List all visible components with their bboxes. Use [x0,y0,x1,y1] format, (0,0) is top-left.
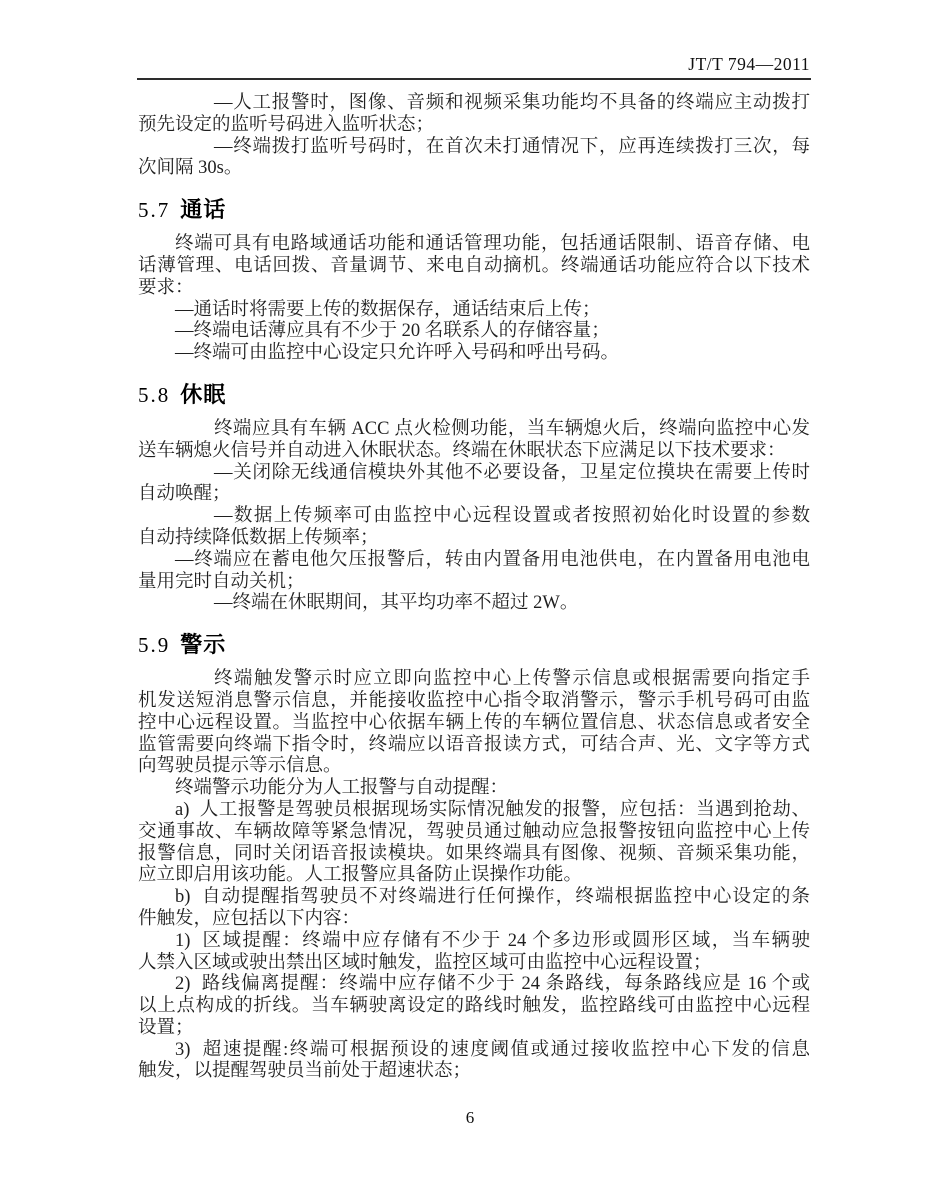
text-line: 自动唤醒； [138,484,231,505]
text-line: 以上点构成的折线。当车辆驶离设定的路线时触发，监控路线可由监控中心远程 [138,996,810,1017]
section-number: 5.8 [138,382,171,407]
paragraph [138,778,810,800]
paragraph [138,669,810,778]
paragraph-item-1 [138,931,810,975]
section-heading-5-9 [138,631,810,661]
paragraph-item-b [138,887,810,931]
document-body [138,93,810,1083]
paragraph-dash-item [138,343,810,365]
text-line: 1) 区域提醒：终端中应存储有不少于 24 个多边形或圆形区域，当车辆驶 [175,930,810,951]
text-line: 机发送短消息警示信息，并能接收监控中心指令取消警示，警示手机号码可由监 [138,690,810,711]
section-title: 休眠 [180,381,227,407]
text-line: 应立即启用该功能。人工报警应具备防止误操作功能。 [138,865,583,886]
header-doc-number: JT/T 794—2011 [688,54,810,74]
text-line: 设置； [138,1017,194,1038]
text-line: 终端警示功能分为人工报警与自动提醒： [175,778,509,799]
paragraph-dash-item [138,593,810,615]
paragraph-item-3 [138,1040,810,1084]
text-line: 预先设定的监听号码进入监听状态； [138,114,435,135]
paragraph-manual-alarm-dial [138,93,810,137]
paragraph [138,419,810,463]
page-number: 6 [465,1108,475,1127]
text-line: 终端可具有电路域通话功能和通话管理功能，包括通话限制、语音存储、电 [175,234,810,255]
text-line: 监管需要向终端下指令时，终端应以语音报读方式，可结合声、光、文字等方式 [138,734,810,755]
text-line: 终端触发警示时应立即向监控中心上传警示信息或根据需要向指定手 [214,669,810,690]
paragraph-dash-item [138,550,810,594]
text-line: b) 自动提醒指驾驶员不对终端进行任何操作，终端根据监控中心设定的条 [175,887,810,908]
paragraph [138,234,810,299]
text-line: —终端拨打监听号码时，在首次未打通情况下，应再连续拨打三次，每 [214,136,810,157]
paragraph-item-2 [138,974,810,1039]
paragraph-dash-item [138,463,810,507]
section-heading-5-8 [138,381,810,411]
paragraph-item-a [138,800,810,887]
section-title: 通话 [180,197,227,223]
text-line: 2) 路线偏离提醒：终端中应存储不少于 24 条路线，每条路线应是 16 个或 [175,974,810,995]
paragraph-dash-item [138,321,810,343]
paragraph-dash-item [138,300,810,322]
text-line: 件触发，应包括以下内容： [138,908,361,929]
text-line: —终端应在蓄电他欠压报警后，转由内置备用电池供电，在内置备用电池电 [175,549,810,570]
section-title: 警示 [180,632,227,658]
text-line: —通话时将需要上传的数据保存，通话结束后上传； [175,299,601,320]
header-divider [137,78,811,80]
text-line: 要求： [138,277,194,298]
text-line: a) 人工报警是驾驶员根据现场实际情况触发的报警，应包括：当遇到抢劫、 [175,799,810,820]
text-line: 次间隔 30s。 [138,158,243,179]
section-heading-5-7 [138,196,810,226]
text-line: 报警信息，同时关闭语音报读模块。如果终端具有图像、视频、音频采集功能， [138,843,810,864]
text-line: 控中心远程设置。当监控中心依据车辆上传的车辆位置信息、状态信息或者安全 [138,712,810,733]
text-line: 话薄管理、电话回拨、音量调节、来电自动摘机。终端通话功能应符合以下技术 [138,255,810,276]
text-line: 交通事故、车辆故障等紧急情况，驾驶员通过触动应急报警按钮向监控中心上传 [138,821,810,842]
text-line: 量用完时自动关机； [138,571,305,592]
text-line: —关闭除无线通信模块外其他不必要设备，卫星定位摸块在需要上传时 [214,462,810,483]
text-line: —终端电话薄应具有不少于 20 名联系人的存储容量； [175,321,610,342]
section-number: 5.7 [138,198,171,223]
text-line: 送车辆熄火信号并自动进入休眠状态。终端在休眠状态下应满足以下技术要求： [138,440,786,461]
paragraph-dash-item [138,506,810,550]
section-number: 5.9 [138,633,171,658]
section-5-7-call [138,196,810,365]
text-line: —终端可由监控中心设定只允许呼入号码和呼出号码。 [175,343,620,364]
text-line: 自动持续降低数据上传频率； [138,527,379,548]
text-line: 人禁入区域或驶出禁出区域时触发，监控区域可由监控中心远程设置； [138,952,712,973]
text-line: 向驾驶员提示等示信息。 [138,756,342,777]
text-line: 终端应具有车辆 ACC 点火检侧功能，当车辆熄火后，终端向监控中心发 [214,418,810,439]
text-line: —数据上传频率可由监控中心远程设置或者按照初始化时设置的参数 [214,506,810,527]
section-5-8-sleep [138,381,810,615]
text-line: 3) 超速提醒:终端可根据预设的速度阈值或通过接收监控中心下发的信息 [175,1039,810,1060]
section-5-9-warning [138,631,810,1083]
text-line: 触发，以提醒驾驶员当前处于超速状态； [138,1061,472,1082]
text-line: —终端在休眠期间，其平均功率不超过 2W。 [214,593,579,614]
text-line: —人工报警时，图像、音频和视频采集功能均不具备的终端应主动拨打 [214,93,810,113]
paragraph-redial-rule [138,137,810,181]
